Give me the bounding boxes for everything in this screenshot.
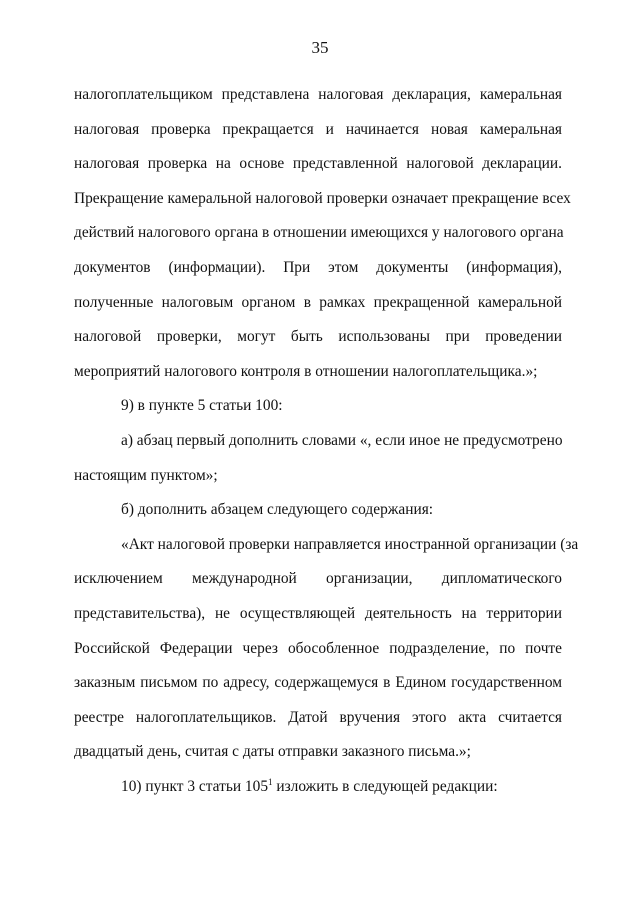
text-line: а) абзац первый дополнить словами «, если иное не предусмотрено	[121, 431, 563, 449]
text-line: Российской Федерации через обособленное подразделение, по почте	[74, 639, 562, 657]
text-line: мероприятий налогового контроля в отношении налогоплательщика.»;	[74, 362, 538, 380]
text-line: документов (информации). При этом документы (информация),	[74, 258, 562, 276]
text-line: настоящим пунктом»;	[74, 466, 218, 484]
text-line: исключением международной организации, дипломатического	[74, 570, 562, 588]
text-line: представительства), не осуществляющей деятельность на территории	[74, 604, 562, 622]
paragraph-item-9a	[74, 424, 562, 493]
text-line: двадцатый день, считая с даты отправки заказного письма.»;	[74, 743, 471, 761]
text-line: полученные налоговым органом в рамках прекращенной камеральной	[74, 293, 562, 311]
text-line: налоговой проверки, могут быть использованы при проведении	[74, 328, 562, 346]
paragraph-camera-audit-termination	[74, 78, 571, 389]
paragraph-item-9	[74, 389, 562, 424]
text-line: заказным письмом по адресу, содержащемуся в Едином государственном	[74, 674, 562, 692]
text-line: действий налогового органа в отношении имеющихся у налогового органа	[74, 224, 564, 242]
page-number: 35	[311, 38, 329, 57]
item-10-text-before: 10) пункт 3 статьи 105	[121, 777, 269, 795]
paragraph-item-10	[74, 770, 562, 805]
text-line: Прекращение камеральной налоговой проверки означает прекращение всех	[74, 189, 571, 207]
document-body	[74, 78, 579, 804]
text-line: 9) в пункте 5 статьи 100:	[121, 397, 283, 415]
text-line: реестре налогоплательщиков. Датой вручения этого акта считается	[74, 708, 562, 726]
text-line: налоговая проверка прекращается и начинается новая камеральная	[74, 120, 562, 138]
paragraph-item-9b	[74, 493, 562, 528]
text-line: налогоплательщиком представлена налоговая декларация, камеральная	[74, 86, 562, 103]
text-line	[74, 770, 562, 805]
text-line: «Акт налоговой проверки направляется иностранной организации (за	[121, 535, 579, 553]
paragraph-audit-act-quote	[74, 528, 579, 770]
item-10-text-after: изложить в следующей редакции:	[272, 777, 498, 795]
article-superscript: 1	[268, 776, 273, 787]
text-line: налоговая проверка на основе представленной налоговой декларации.	[74, 155, 562, 173]
text-line: б) дополнить абзацем следующего содержания:	[121, 501, 434, 519]
